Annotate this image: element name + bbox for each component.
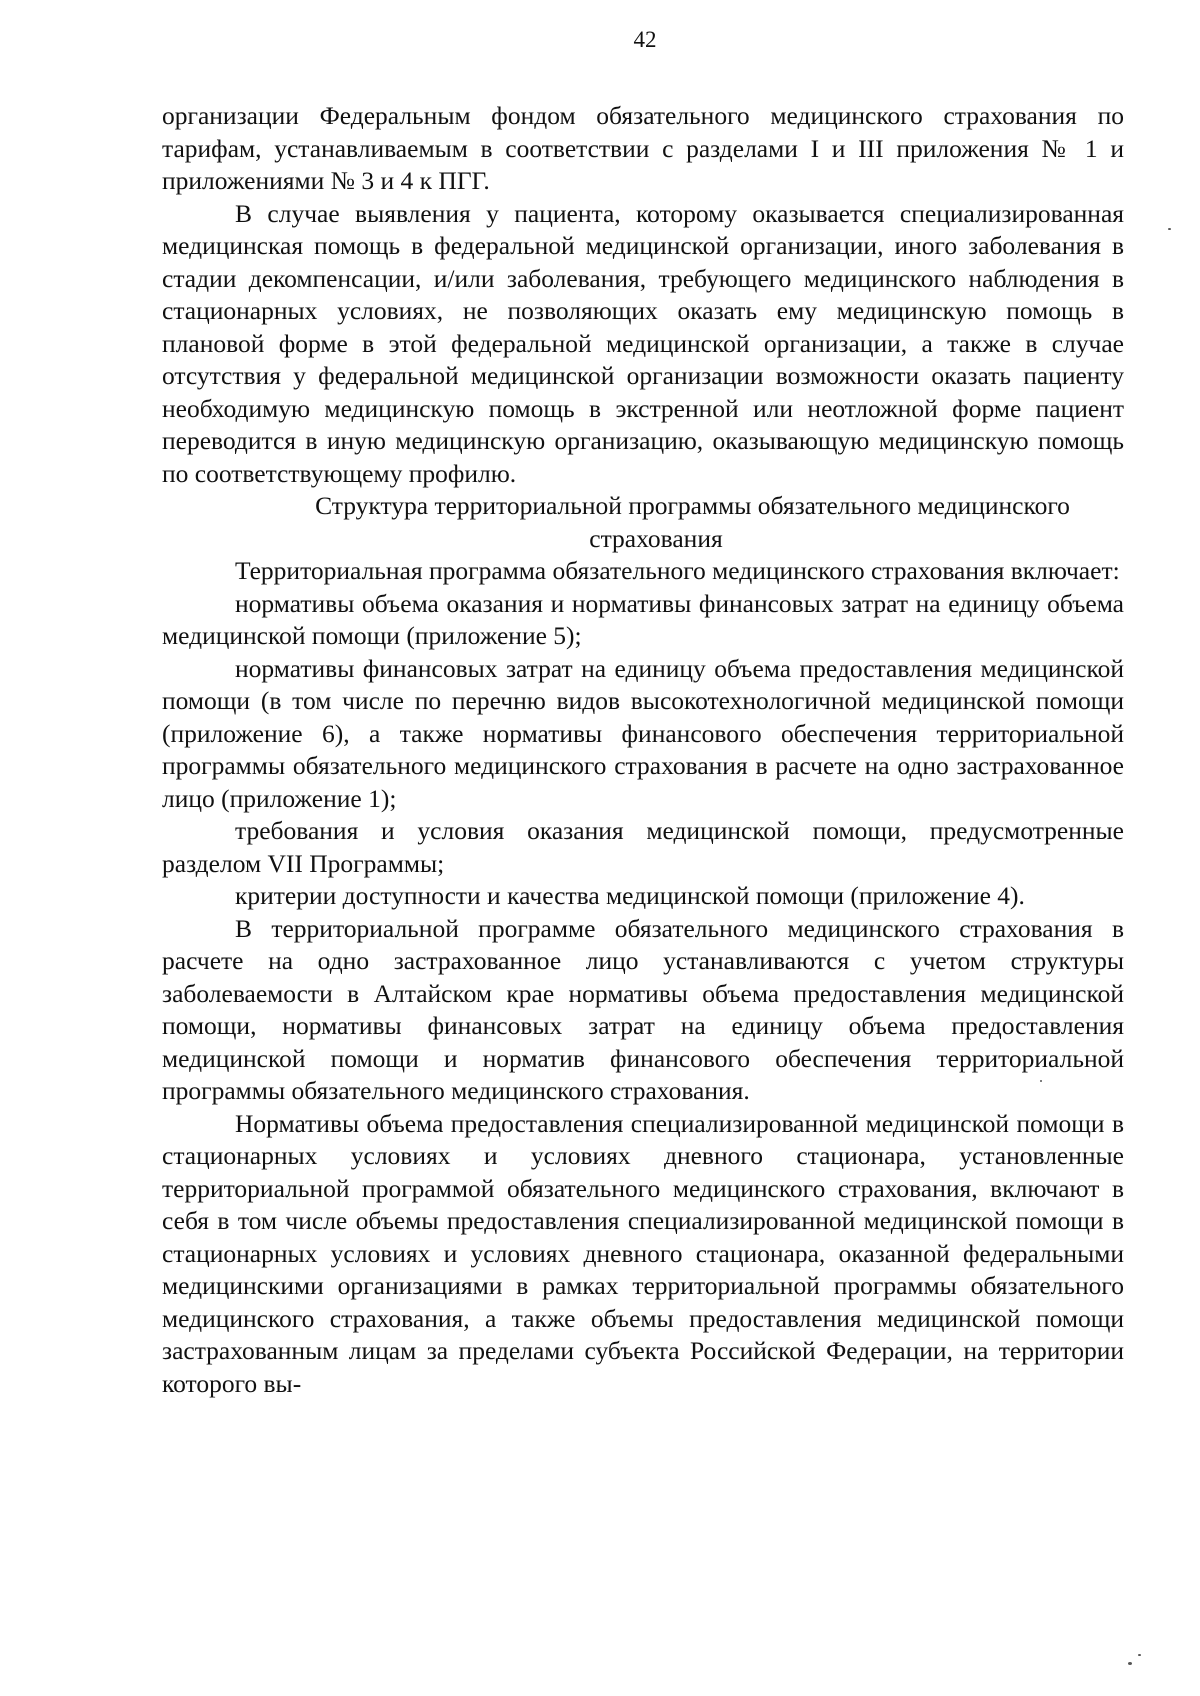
paragraph-per-insured-norms: В территориальной программе обязательного медицинского страхования в расчете на одно застрахованное лицо устанавливаются с учетом структуры заболеваемости в Алтайском крае нормативы объема предоставления медицинской помощи, нормативы финансовых затрат на единицу объема предоставления медицинской помощи и норматив финансового обеспечения территориальной программы обязательного медицинского страхования.: [162, 913, 1124, 1105]
list-item-criteria: критерии доступности и качества медицинской помощи (приложение 4).: [235, 881, 1025, 910]
paragraph-transfer-rules: В случае выявления у пациента, которому оказывается специализированная медицинская помощь в федеральной медицинской организации, иного заболевания в стадии декомпенсации, и/или заболевания, требующего медицинского наблюдения в стационарных условиях, не позволяющих оказать ему медицинскую помощь в плановой форме в этой федеральной медицинской организации, а также в случае отсутствия у федеральной медицинской организации возможности оказать пациенту необходимую медицинскую помощь в экстренной или неотложной форме пациент переводится в иную медицинскую организацию, оказывающую медицинскую помощь по соответствующему профилю.: [162, 198, 1124, 488]
paragraph-specialized-care-volumes: Нормативы объема предоставления специализированной медицинской помощи в стационарных условиях и условиях дневного стационара, установленные территориальной программой обязательного медицинского страхования, включают в себя в том числе объемы предоставления специализированной медицинской помощи в стационарных условиях и условиях дневного стационара, оказанной федеральными медицинскими организациями в рамках территориальной программы обязательного медицинского страхования, а также объемы предоставления медицинской помощи застрахованным лицам за пределами субъекта Российской Федерации, на территории которого вы-: [162, 1108, 1124, 1398]
document-body: [162, 100, 1124, 1400]
scan-speck: [1128, 1662, 1132, 1665]
scan-speck: [1040, 1080, 1042, 1082]
list-item-requirements: требования и условия оказания медицинской помощи, предусмотренные разделом VII Программы;: [162, 816, 1124, 878]
scan-speck: [1138, 1654, 1141, 1656]
list-item-volume-norms: нормативы объема оказания и нормативы финансовых затрат на единицу объема медицинской помощи (приложение 5);: [162, 588, 1124, 650]
list-item-cost-norms: нормативы финансовых затрат на единицу объема предоставления медицинской помощи (в том числе по перечню видов высокотехнологичной медицинской помощи (приложение 6), а также нормативы финансового обеспечения территориальной программы обязательного медицинского страхования в расчете на одно застрахованное лицо (приложение 1);: [162, 653, 1124, 813]
scan-speck: [1168, 228, 1171, 230]
paragraph-program-includes: Территориальная программа обязательного медицинского страхования включает:: [235, 556, 1120, 585]
section-heading: Структура территориальной программы обязательного медицинского страхования: [315, 491, 1070, 553]
page-number: 42: [633, 27, 657, 52]
paragraph-continuation: организации Федеральным фондом обязательного медицинского страхования по тарифам, устанавливаемым в соответствии с разделами I и III приложения № 1 и приложениями № 3 и 4 к ПГГ.: [162, 101, 1124, 195]
